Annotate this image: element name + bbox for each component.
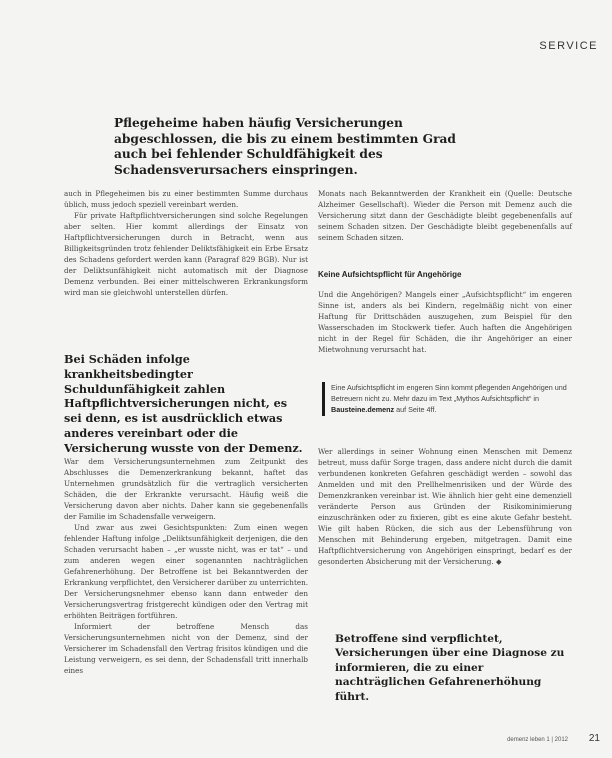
left-paragraph-3: War dem Versicherungsunternehmen zum Zeitpunkt des Abschlusses die Demenzerkrankung bekannt, haftet das Unternehmen grundsätzlich für die vertraglich versicherten Schäden, die der Erkrankte verursacht. Häufig weiß die Versicherung davon aber nichts. Daher kann sie gegebenenfalls der Familie im Schadensfalle verweigern. [64,457,308,521]
left-paragraph-2: Für private Haftpflichtversicherungen sind solche Regelungen aber selten. Hier kommt allerdings der Einsatz von Haftpflichtversicherungen durch in Betracht, wenn aus Billigkeitsgründen trotz fehlender Deliktsfähigkeit ein Erbe Ersatz des Schadens gefordert werden kann (Paragraf 829 BGB). Nur ist der Deliktsunfähigkeit nicht automatisch mit der Diagnose Demenz verbunden. Bei einer mittelschweren Erkrankungsform wird man sie gleichwohl unterstellen dürfen. [64,211,308,297]
left-column-top [64,188,308,298]
right-paragraph-3 [318,446,572,567]
section-heading: Keine Aufsichtspflicht für Angehörige [318,270,462,279]
info-box-text: Eine Aufsichtspflicht im engeren Sinn kommt pflegenden Angehörigen und Betreuern nicht zu. Mehr dazu im Text „Mythos Aufsichtspflicht“ in [331,383,567,404]
right-paragraph-1: Monats nach Bekanntwerden der Krankheit ein (Quelle: Deutsche Alzheimer Gesellschaft). Wieder die Person mit Demenz auch die Versicherung sitzt dann der Geschädigte bleibt gegebenenfalls auf seinem Schaden sitzen. Der Geschädigte bleibt gegebenenfalls auf seinem Schaden sitzen. [318,189,572,242]
right-paragraph-2: Und die Angehörigen? Mangels einer „Aufsichtspflicht“ im engeren Sinne ist, anders als bei Kindern, regelmäßig nicht von einer Haftung für Drittschäden auszugehen, zum Beispiel für den Wasserschaden im Stockwerk tiefer. Auch haften die Angehörigen nicht in der Regel für Schäden, die ihr Angehöriger an einer Mietwohnung verursacht hat. [318,290,572,354]
right-pull-quote: Betroffene sind verpflichtet, Versicherungen über eine Diagnose zu informieren, die zu einer nachträglichen Gefahrenerhöhung führt. [335,633,565,703]
right-column-bottom [318,446,572,567]
info-box-suffix: auf Seite 4ff. [396,405,437,415]
right-paragraph-3-text: Wer allerdings in seiner Wohnung einen Menschen mit Demenz betreut, muss dafür Sorge tragen, dass andere nicht durch die damit verbundenen konkreten Gefahren geschädigt werden – sowohl das Anmelden und mit den Prellhelmenrisiken und der Würde des Demenzkranken vereinbar ist. Wie ähnlich hier geht eine demenziell veränderte Person aus Gründen der Risikominimierung einzuschränken oder zu fixieren, gibt es eine akute Gefahr besteht. Wie gilt haben Rücken, die sich aus der Lebensführung von Menschen mit Behinderung ergeben, mitgetragen. Damit eine Haftpflichtversicherung von Angehörigen einspringt, bedarf es der gesonderten Absicherung mit der Versicherung. [318,447,572,566]
left-paragraph-1: auch in Pflegeheimen bis zu einer bestimmten Summe durchaus üblich, muss jedoch speziell vereinbart werden. [64,189,308,209]
left-column-bottom [64,456,308,676]
end-mark-icon: ◆ [495,557,502,566]
right-column-top [318,188,572,243]
section-label: SERVICE [539,40,598,52]
left-paragraph-4: Und zwar aus zwei Gesichtspunkten: Zum einen wegen fehlender Haftung infolge „Deliktsunfähigkeit derjenigen, die den Schaden verursacht haben – „er wusste nicht, was er tat“ – und zum anderen wegen einer sogenannten nachträglichen Gefahrenerhöhung. Der Betroffene ist bei Bekanntwerden der Erkrankung verpflichtet, den Versicherer darüber zu unterrichten. Der Versicherungsnehmer ebenso kann dann entweder den Versicherungsvertrag fristgerecht kündigen oder den Vertrag mit erhöhten Beiträgen fortführen. [64,523,308,620]
right-column-mid [318,289,572,355]
top-pull-quote: Pflegeheime haben häufig Versicherungen abgeschlossen, die bis zu einem bestimmten Grad auch bei fehlender Schuldfähigkeit des Schadensverursachers einspringen. [114,116,456,177]
info-box [322,382,577,416]
left-pull-quote: Bei Schäden infolge krankheitsbedingter Schuldunfähigkeit zahlen Haftpflichtversicherungen nicht, es sei denn, es ist ausdrücklich etwas anderes vereinbart oder die Versicherung wusste von der Demenz. [64,352,303,455]
page-number: 21 [588,733,600,744]
info-box-bold-link: Bausteine.demenz [331,405,395,415]
left-paragraph-5: Informiert der betroffene Mensch das Versicherungsunternehmen nicht von der Demenz, sind der Versicherer im Schadensfall den Vertrag frisitos kündigen und die Leistung verweigern, es sei denn, der Schadensfall tritt innerhalb eines [64,622,308,675]
footer-source: demenz leben 1 | 2012 [507,737,568,743]
